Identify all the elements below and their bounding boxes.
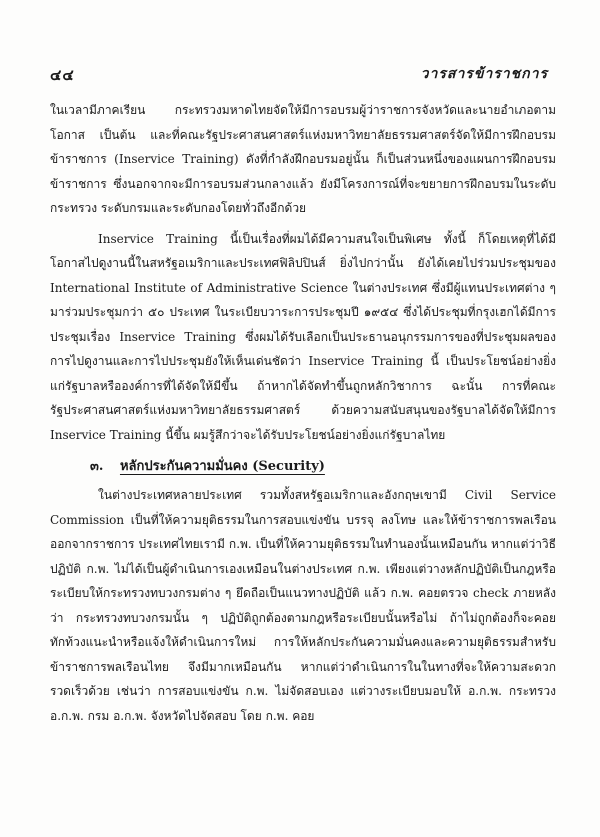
section-heading [90, 455, 556, 479]
body-text [50, 98, 556, 728]
paragraph-3: ในต่างประเทศหลายประเทศ รวมทั้งสหรัฐอเมริกาและอังกฤษเขามี Civil Service Commission เป็นที่ให้ความยุติธรรมในการสอบแข่งขัน บรรจุ ลงโทษ และให้ข้าราชการพลเรือนออกจากราชการ ประเทศไทยเรามี ก.พ. เป็นที่ให้ความยุติธรรมในทำนองนั้นเหมือนกัน หากแต่ว่าวิธีปฏิบัติ ก.พ. ไม่ได้เป็นผู้ดำเนินการเองเหมือนในต่างประเทศ ก.พ. เพียงแต่วางหลักปฏิบัติเป็นกฎหรือระเบียบให้กระทรวงทบวงกรมต่าง ๆ ยึดถือเป็นแนวทางปฏิบัติ แล้ว ก.พ. คอยตรวจ check ภายหลังว่า กระทรวงทบวงกรมนั้น ๆ ปฏิบัติถูกต้องตามกฎหรือระเบียบนั้นหรือไม่ ถ้าไม่ถูกต้องก็จะคอยทักท้วงแนะนำหรือแจ้งให้ดำเนินการใหม่ การให้หลักประกันความมั่นคงและความยุติธรรมสำหรับข้าราชการพลเรือนไทย จึงมีมากเหมือนกัน หากแต่ว่าดำเนินการในในทางที่จะให้ความสะดวกรวดเร็วด้วย เช่นว่า การสอบแข่งขัน ก.พ. ไม่จัดสอบเอง แต่วางระเบียบมอบให้ อ.ก.พ. กระทรวง อ.ก.พ. กรม อ.ก.พ. จังหวัดไปจัดสอบ โดย ก.พ. คอย [50, 488, 556, 723]
paragraph-2: Inservice Training นี้เป็นเรื่องที่ผมได้มีความสนใจเป็นพิเศษ ทั้งนี้ ก็โดยเหตุที่ได้มีโอกาสไปดูงานนี้ในสหรัฐอเมริกาและประเทศฟิลิปปินส์ ยิ่งไปกว่านั้น ยังได้เคยไปร่วมประชุมของ International Institute of Administrative Science ในต่างประเทศ ซึ่งมีผู้แทนประเทศต่าง ๆ มาร่วมประชุมกว่า ๕๐ ประเทศ ในระเบียบวาระการประชุมปี ๑๙๕๔ ซึ่งได้ประชุมที่กรุงเฮกได้มีการประชุมเรื่อง Inservice Training ซึ่งผมได้รับเลือกเป็นประธานอนุกรรมการของที่ประชุมผลของการไปดูงานและการไปประชุมยังให้เห็นเด่นชัดว่า Inservice Training นี้ เป็นประโยชน์อย่างยิ่งแก่รัฐบาลหรือองค์การที่ได้จัดให้มีขึ้น ถ้าหากได้จัดทำขึ้นถูกหลักวิชาการ ฉะนั้น การที่คณะรัฐประศาสนศาสตร์แห่งมหาวิทยาลัยธรรมศาสตร์ ด้วยความสนับสนุนของรัฐบาลได้จัดให้มีการ Inservice Training นี้ขึ้น ผมรู้สึกว่าจะได้รับประโยชน์อย่างยิ่งแก่รัฐบาลไทย [50, 231, 556, 442]
section-number: ๓. [90, 459, 104, 474]
section-title: หลักประกันความมั่นคง (Security) [119, 459, 325, 474]
running-head: วารสารข้าราชการ [420, 66, 548, 82]
paragraph-1: ในเวลามีภาคเรียน กระทรวงมหาดไทยจัดให้มีการอบรมผู้ว่าราชการจังหวัดและนายอำเภอตามโอกาส เป็นต้น และที่คณะรัฐประศาสนศาสตร์แห่งมหาวิทยาลัยธรรมศาสตร์จัดให้มีการฝึกอบรมข้าราชการ (Inservice Training) ดังที่กำลังฝึกอบรมอยู่นั้น ก็เป็นส่วนหนึ่งของแผนการฝึกอบรมข้าราชการ ซึ่งนอกจากจะมีการอบรมส่วนกลางแล้ว ยังมีโครงการณ์ที่จะขยายการฝึกอบรมในระดับกระทรวง ระดับกรมและระดับกองโดยทั่วถึงอีกด้วย [50, 103, 556, 215]
page-number: ๔๔ [50, 66, 75, 84]
page-header [50, 63, 548, 85]
